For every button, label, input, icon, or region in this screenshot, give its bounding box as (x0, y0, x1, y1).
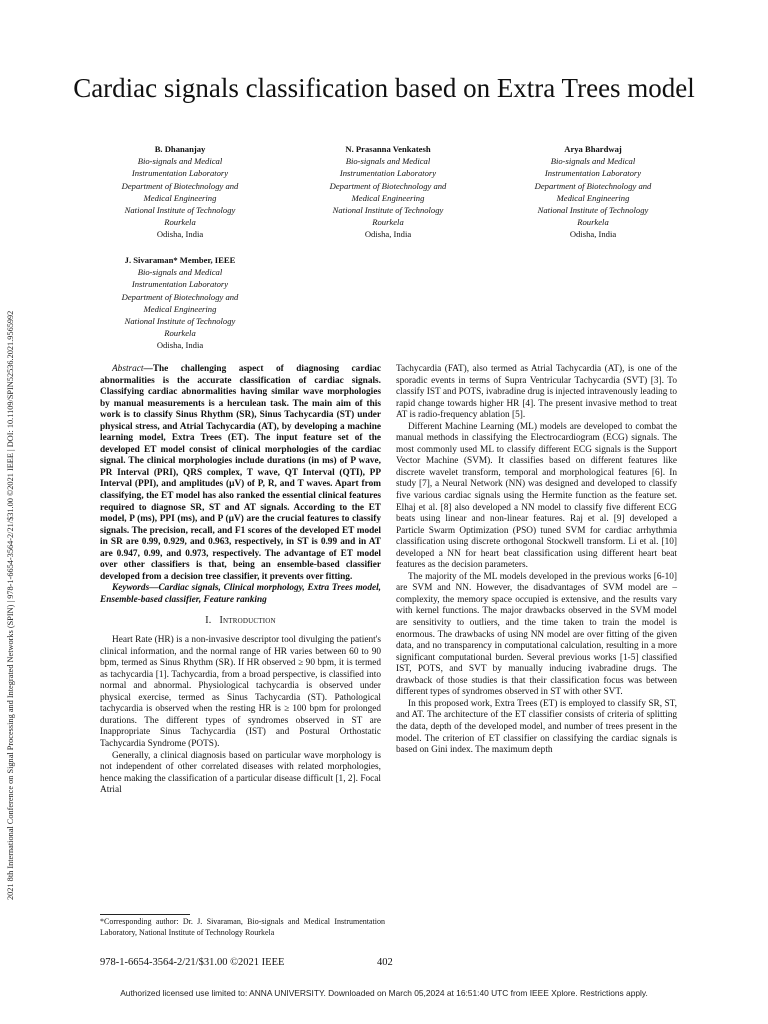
keywords: Keywords—Cardiac signals, Clinical morphology, Extra Trees model, Ensemble-based classifier, Feature ranking (100, 583, 381, 605)
author-affiliation: Rourkela (164, 217, 196, 228)
footnote-divider (100, 914, 190, 915)
author-location: Odisha, India (364, 229, 412, 240)
author-name: N. Prasanna Venkatesh (345, 144, 431, 154)
author-block (298, 143, 478, 241)
author-affiliation: Department of Biotechnology and (121, 291, 239, 302)
author-affiliation: Department of Biotechnology and (329, 180, 447, 191)
author-name: Arya Bhardwaj (564, 144, 622, 154)
author-affiliation: Bio-signals and Medical (345, 156, 431, 167)
author-affiliation: Bio-signals and Medical (550, 156, 636, 167)
page-number: 402 (377, 957, 393, 968)
license-notice: Authorized licensed use limited to: ANNA UNIVERSITY. Downloaded on March 05,2024 at 16:51:40 UTC from IEEE Xplore. Restrictions apply. (120, 988, 648, 998)
body-paragraph: Generally, a clinical diagnosis based on particular wave morphology is not independent of other correlated diseases with related morphologies, hence making the classification of a particular disease difficult [1, 2]. Focal Atrial (100, 750, 381, 796)
author-affiliation: Department of Biotechnology and (534, 180, 652, 191)
author-affiliation: Rourkela (372, 217, 404, 228)
author-affiliation: Bio-signals and Medical (137, 156, 223, 167)
footer-isbn: 978-1-6654-3564-2/21/$31.00 ©2021 IEEE (100, 957, 285, 968)
author-affiliation: Instrumentation Laboratory (131, 168, 229, 179)
author-block (503, 143, 683, 241)
author-location: Odisha, India (156, 340, 204, 351)
author-affiliation: Instrumentation Laboratory (544, 168, 642, 179)
body-paragraph: The majority of the ML models developed in the previous works [6-10] are SVM and NN. However, the disadvantages of SVM model are – complexity, the memory space occupied is extensive, and the results vary with kernel functions. The major drawbacks observed in the SVM model are sensitivity to outliers, and the time taken to train the model is enormous. The drawbacks of using NN model are over fitting of the given data, and no transparency in computational calculation, resulting in a more significant computational burden. Several previous works [1-5] classified IST, POTS, and SVT by manually inducing ivabradine drugs. The drawback of those studies is that their classification focus was between different types of syndromes observed in ST with other SVT. (396, 571, 677, 698)
author-affiliation: Medical Engineering (143, 192, 217, 203)
author-affiliation: Department of Biotechnology and (121, 180, 239, 191)
abstract (100, 364, 381, 583)
author-affiliation: Rourkela (577, 217, 609, 228)
section-title: Introduction (219, 615, 276, 627)
author-affiliation: Bio-signals and Medical (137, 267, 223, 278)
author-name: B. Dhananjay (154, 144, 206, 154)
author-affiliation: Medical Engineering (556, 192, 630, 203)
conference-doi-banner: 2021 8th International Conference on Signal Processing and Integrated Networks (SPIN) | 978-1-6654-3564-2/21/$31.00 ©2021 IEEE | DOI: 10.1109/SPIN52536.2021.9565992 (6, 310, 15, 900)
author-affiliation: National Institute of Technology (124, 316, 236, 327)
corresponding-author-footnote: *Corresponding author: Dr. J. Sivaraman, Bio-signals and Medical Instrumentation Laboratory, National Institute of Technology Rourkela (100, 917, 385, 937)
left-column (100, 364, 381, 797)
author-affiliation: Rourkela (164, 328, 196, 339)
author-affiliation: Medical Engineering (143, 303, 217, 314)
paper-title: Cardiac signals classification based on Extra Trees model (73, 73, 695, 103)
body-paragraph: Tachycardia (FAT), also termed as Atrial Tachycardia (AT), is one of the sporadic events in terms of Supra Ventricular Tachycardia (SVT) [3]. To classify IST and POTS, ivabradine drug is injected intravenously leading to rapid change towards higher HR [4]. The present invasive method to treat AT is radio-frequency ablation [5]. (396, 364, 678, 421)
author-affiliation: Instrumentation Laboratory (339, 168, 437, 179)
author-location: Odisha, India (156, 229, 204, 240)
abstract-text: —The challenging aspect of diagnosing cardiac abnormalities is the accurate classification of cardiac signals. Classifying cardiac abnormalities having similar wave morphologies by manual measurements is a herculean task. The main aim of this work is to classify Sinus Rhythm (SR), Sinus Tachycardia (ST) under physical stress, and Atrial Tachycardia (AT), by developing a machine learning model, Extra Trees (ET). The input feature set of the developed ET model consist of clinical morphologies of the cardiac signal. The clinical morphologies include durations (in ms) of P wave, PR Interval (PRI), QRS complex, T wave, QT Interval (QTI), PP Interval (PPI), and amplitudes (µV) of P, R, and T waves. Apart from classifying, the ET model has also ranked the essential clinical features required to diagnose SR, ST and AT signals. According to the ET model, P (ms), PPI (ms), and P (µV) are the crucial features to classify signals. The precision, recall, and F1 scores of the developed ET model in SR are 0.99, 0.929, and 0.963, respectively, in ST is 0.99 and in AT are 0.947, 0.99, and 0.973, respectively. The advantage of ET model over other classifiers is that, being an ensemble-based classifier developed from a decision tree classifier, it prevents over fitting. (100, 364, 381, 582)
author-affiliation: National Institute of Technology (332, 205, 444, 216)
body-paragraph: Different Machine Learning (ML) models are developed to combat the manual methods in classifying the Electrocardiogram (ECG) signals. The most commonly used ML to classify different ECG signals is the Support Vector Machine (SVM). It classifies based on different features like discrete wavelet transform, temporal and morphological features [6]. In study [7], a Neural Network (NN) was designed and developed to classify five various cardiac signals using the Hermite function as the feature set. Elhaj et al. [8] also developed a NN model to classify five different ECG beats using linear and non-linear features. Raj et al. [9] developed a Particle Swarm Optimization (PSO) tuned SVM for cardiac arrhythmia classification using discrete orthogonal Stockwell transform. Li et al. [10] developed a NN for heart beat classification using different heart beat features as the decision parameters. (396, 421, 677, 571)
author-affiliation: Medical Engineering (351, 192, 425, 203)
body-paragraph: Heart Rate (HR) is a non-invasive descriptor tool divulging the patient's clinical information, and the normal range of HR varies between 60 to 90 bpm, termed as Sinus Rhythm (SR). If HR observed ≥ 90 bpm, it is termed as tachycardia [1]. Tachycardia, from a broad perspective, is classified into normal and abnormal. Physiological tachycardia is observed under physical exercise, termed as Sinus Tachycardia (ST). Pathological tachycardia is observed when the resting HR is ≥ 100 bpm for prolonged durations. The different types of syndromes observed in ST are Inappropriate Sinus Tachycardia (IST) and Postural Orthostatic Tachycardia Syndrome (POTS). (100, 635, 381, 749)
author-affiliation: Instrumentation Laboratory (131, 279, 229, 290)
section-number: I. (205, 615, 212, 627)
abstract-label: Abstract (112, 364, 144, 374)
right-column (396, 364, 677, 757)
author-name: J. Sivaraman* Member, IEEE (124, 255, 236, 265)
author-location: Odisha, India (569, 229, 617, 240)
author-affiliation: National Institute of Technology (537, 205, 649, 216)
author-block (90, 143, 270, 241)
body-paragraph: In this proposed work, Extra Trees (ET) is employed to classify SR, ST, and AT. The architecture of the ET classifier consists of criteria of splitting the data, depth of the developed model, and number of trees present in the model. The criterion of ET classifier on classifying the cardiac signals is based on Gini index. The maximum depth (396, 698, 677, 756)
author-block (90, 254, 270, 352)
section-heading (100, 615, 381, 627)
author-affiliation: National Institute of Technology (124, 205, 236, 216)
